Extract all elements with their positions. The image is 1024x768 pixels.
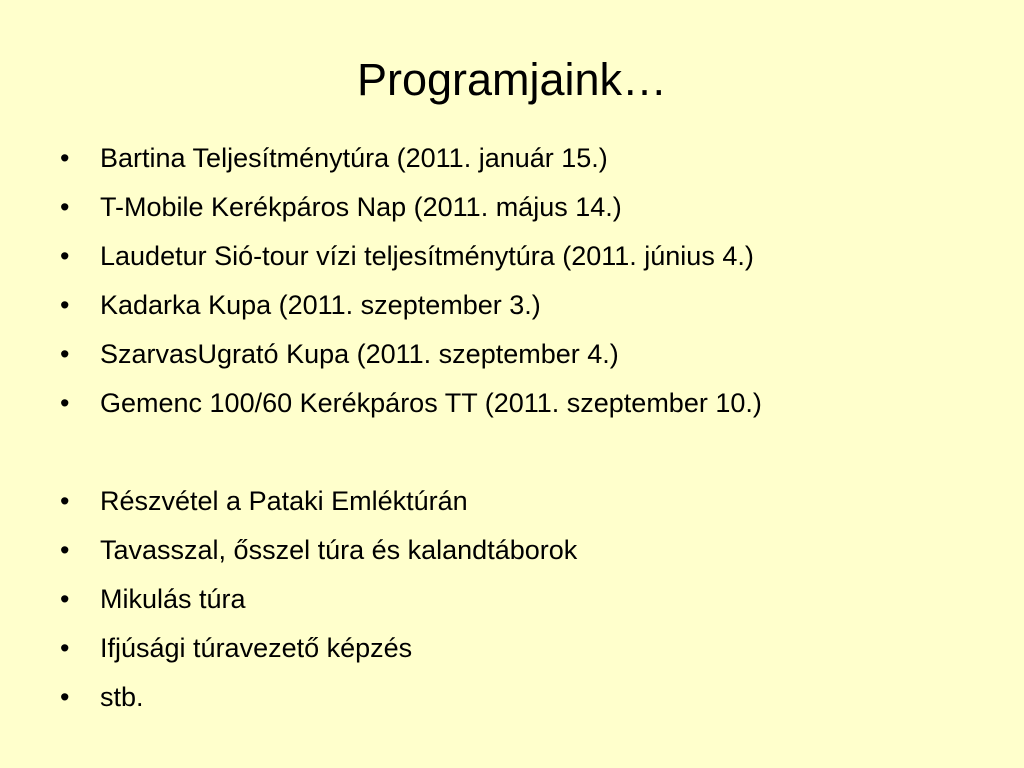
list-item-text: Bartina Teljesítménytúra (2011. január 15.) — [100, 143, 608, 173]
list-item — [60, 676, 1000, 725]
bullet-icon: • — [60, 143, 70, 173]
list-item-text: stb. — [100, 682, 144, 712]
bullet-icon: • — [60, 486, 70, 516]
list-item-text: Részvétel a Pataki Emléktúrán — [100, 486, 468, 516]
bullet-icon: • — [60, 584, 70, 614]
list-spacer — [60, 431, 1000, 480]
list-item-text: Kadarka Kupa (2011. szeptember 3.) — [100, 290, 541, 320]
list-item-text: Gemenc 100/60 Kerékpáros TT (2011. szeptember 10.) — [100, 388, 762, 418]
list-item-text: Laudetur Sió-tour vízi teljesítménytúra (2011. június 4.) — [100, 241, 754, 271]
bullet-icon: • — [60, 241, 70, 271]
list-item — [60, 235, 1000, 284]
list-item-text: Ifjúsági túravezető képzés — [100, 633, 413, 663]
list-item-text: T-Mobile Kerékpáros Nap (2011. május 14.) — [100, 192, 622, 222]
slide-title: Programjaink… — [356, 54, 668, 105]
bullet-icon: • — [60, 192, 70, 222]
list-item — [60, 333, 1000, 382]
bullet-icon: • — [60, 682, 70, 712]
list-item — [60, 627, 1000, 676]
list-item-text: Tavasszal, ősszel túra és kalandtáborok — [100, 535, 578, 565]
list-item — [60, 382, 1000, 431]
list-item — [60, 284, 1000, 333]
list-item — [60, 529, 1000, 578]
bullet-icon: • — [60, 388, 70, 418]
bullet-icon: • — [60, 633, 70, 663]
list-item — [60, 480, 1000, 529]
list-item — [60, 137, 1000, 186]
bullet-icon: • — [60, 339, 70, 369]
bullet-list — [60, 137, 1000, 725]
list-item-text: Mikulás túra — [100, 584, 246, 614]
list-item — [60, 578, 1000, 627]
bullet-icon: • — [60, 535, 70, 565]
list-item — [60, 186, 1000, 235]
bullet-icon: • — [60, 290, 70, 320]
list-item-text: SzarvasUgrató Kupa (2011. szeptember 4.) — [100, 339, 619, 369]
